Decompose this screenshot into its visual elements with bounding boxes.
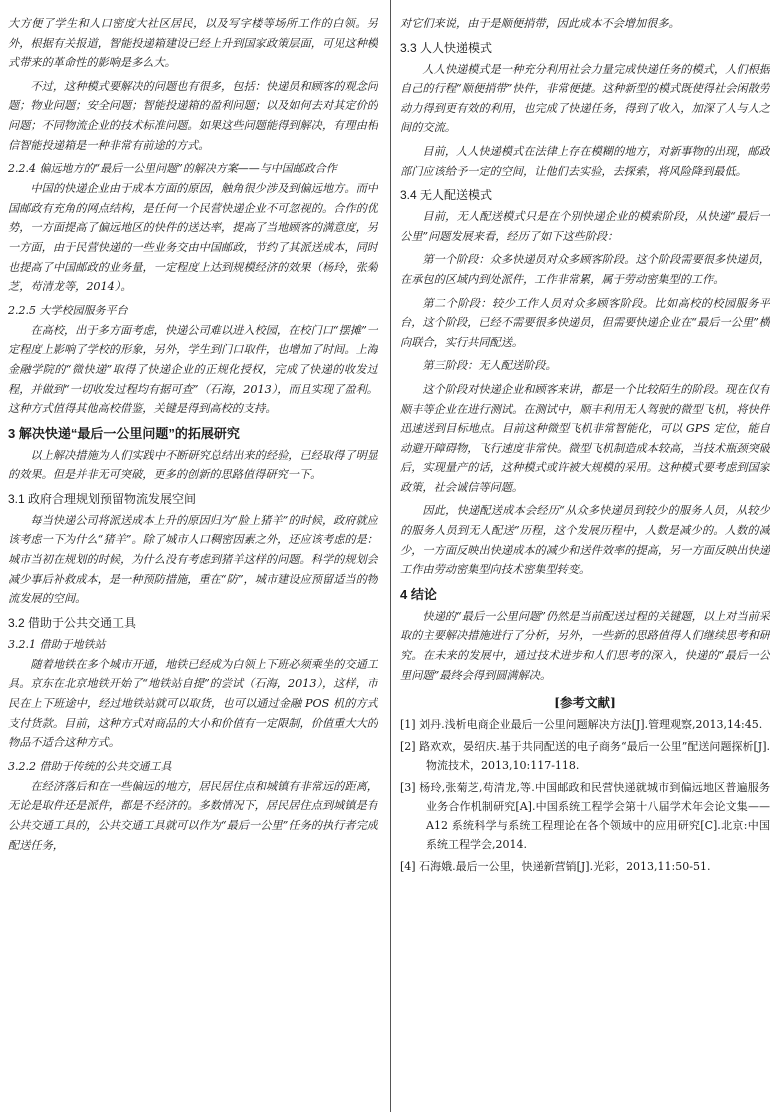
section-heading-3-3: 3.3 人人快递模式 (400, 40, 493, 55)
paragraph: 这个阶段对快递企业和顾客来讲，都是一个比较陌生的阶段。现在仅有顺丰等企业在进行测试。在测试中，顺丰利用无人驾驶的微型飞机，将快件迅速送到目标地点。目前这种微型飞机非常智能化，可以 GPS 定位，能自动避开障碍物，飞行速度非常快。微型飞机制造成本较高，当技术瓶颈突破后，实现量产的话，这种模式或许被大规模的采用。这种模式要考虑到国家政策，社会诚信等问题。 (400, 382, 770, 494)
paragraph: 快递的“最后一公里问题”仍然是当前配送过程的关键题，以上对当前采取的主要解决措施进行了分析，另外，一些新的思路值得人们继续思考和研究。在未来的发展中，通过技术进步和人们思考的深入，快递的“最后一公里问题”最终会得到圆满解决。 (400, 609, 770, 682)
paragraph: 人人快递模式是一种充分利用社会力量完成快递任务的模式，人们根据自己的行程“顺便捎带”快件，非常便捷。这种新型的模式既使得社会闲散劳动力得到更有效的利用，也完成了快递任务，得到了收入，加深了人与人之间的交流。 (400, 62, 770, 135)
paragraph: 目前，人人快递模式在法律上存在模糊的地方，对新事物的出现，邮政部门应该给予一定的空间，让他们去实验，去探索，将风险降到最低。 (400, 144, 770, 178)
paragraph: 大方便了学生和人口密度大社区居民，以及写字楼等场所工作的白领。另外，根据有关报道，智能投递箱建设已经上升到国家政策层面，可见这种模式带来的革命性的影响是多么大。 (8, 17, 378, 70)
paragraph: 以上解决措施为人们实践中不断研究总结出来的经验，已经取得了明显的效果。但是并非无可突破，更多的创新的思路值得研究一下。 (8, 448, 378, 482)
paragraph: 中国的快递企业由于成本方面的原因，触角很少涉及到偏远地方。而中国邮政有充角的网点结构，是任何一个民营快递企业不可忽视的。合作的优势，一方面提高了偏远地区的快件的送达率，提高了当地顾客的满意度，另一方面，由于民营快递的一些业务交由中国邮政，节约了其派送成本，同时也提高了中国邮政的业务量，一定程度上达到规模经济的效果（杨玲，张菊芝，苟清龙等，2014）。 (8, 182, 378, 294)
section-heading-3-1: 3.1 政府合理规划预留物流发展空间 (8, 491, 197, 506)
paragraph: 不过，这种模式要解决的问题也有很多，包括：快递员和顾客的观念问题；物业问题；安全问题；智能投递箱的盈利问题；以及如何去对其定价的问题；不同物流企业的技术标准问题。如果这些问题能得到解决，有理由相信智能投递箱是一种非常有前途的方式。 (8, 79, 378, 152)
section-heading-3-4: 3.4 无人配送模式 (400, 188, 493, 203)
section-heading-2-2-5: 2.2.5 大学校园服务平台 (8, 303, 128, 317)
right-column (400, 14, 770, 1106)
paragraph: 每当快递公司将派送成本上升的原因归为“脸上猪羊”的时候，政府就应该考虑一下为什么“猪羊”。除了城市人口稠密因素之外，还应该考虑的是：城市当初在规划的时候，为什么没有考虑到猪羊这样的问题。科学的规划会减少事后补救成本，是一种预防措施，重在“防”，城市建设应预留适当的物流发展的空间。 (8, 513, 378, 606)
reference-item: [4] 石海娥.最后一公里，快递新营销[J].光彩，2013,11:50-51. (400, 860, 711, 874)
reference-item: [2] 路欢欢，晏绍庆.基于共同配送的电子商务“最后一公里”配送问题探析[J].物流技术，2013,10:117-118. (400, 740, 770, 773)
paragraph: 随着地铁在多个城市开通，地铁已经成为白领上下班必须乘坐的交通工具。京东在北京地铁开始了“地铁站自提”的尝试（石海，2013），这样，市民在上下班途中，经过地铁站就可以取货，也可以通过金融 POS 机的方式支付货款。目前，这种方式对商品的大小和价值有一定限制，价值重大大的物品不适合这种方式。 (8, 657, 378, 750)
left-column (8, 14, 378, 1106)
reference-item: [3] 杨玲,张菊芝,苟清龙,等.中国邮政和民营快递就城市到偏远地区普遍服务业务合作机制研究[A].中国系统工程学会第十八届学术年会论文集——A12 系统科学与系统工程理论在各个领域中的应用研究[C].北京:中国系统工程学会,2014. (400, 781, 770, 852)
column-divider (390, 0, 391, 1112)
section-heading-3: 3 解决快递“最后一公里问题”的拓展研究 (8, 425, 240, 441)
paragraph: 第一个阶段：众多快递员对众多顾客阶段。这个阶段需要很多快递员，在承包的区域内到处派件，工作非常累，属于劳动密集型的工作。 (400, 253, 770, 286)
paragraph: 对它们来说，由于是顺便捎带，因此成本不会增加很多。 (400, 17, 680, 30)
section-heading-4: 4 结论 (400, 586, 437, 602)
section-heading-2-2-4: 2.2.4 偏远地方的“最后一公里问题”的解决方案——与中国邮政合作 (8, 162, 337, 176)
paragraph: 第二个阶段：较少工作人员对众多顾客阶段。比如高校的校园服务平台，这个阶段，已经不需要很多快递员，但需要快递企业在“最后一公里”横向联合，实行共同配送。 (400, 296, 770, 349)
section-heading-3-2: 3.2 借助于公共交通工具 (8, 615, 137, 630)
paragraph: 第三阶段：无人配送阶段。 (422, 359, 557, 373)
references-list (400, 715, 770, 876)
paragraph: 在经济落后和在一些偏远的地方，居民居住点和城镇有非常远的距离，无论是取件还是派件，都是不经济的。多数情况下，居民居住点到城镇是有公共交通工具的，公共交通工具就可以作为“最后一公里”任务的执行者完成配送任务， (8, 779, 378, 852)
paragraph: 在高校，出于多方面考虑，快递公司难以进入校园，在校门口“摆摊”一定程度上影响了学校的形象，另外，学生到门口取件，也增加了时间。上海金融学院的“微快递”取得了快递企业的正规化授权，完成了快递的收发过程，并做到“一切收发过程均有据可查”（石海，2013），而且实现了盈利。这种方式值得其他高校借鉴，关键是得到高校的支持。 (8, 323, 378, 416)
reference-item: [1] 刘丹.浅析电商企业最后一公里问题解决方法[J].管理观察,2013,14:45. (400, 718, 763, 732)
section-heading-3-2-2: 3.2.2 借助于传统的公共交通工具 (8, 759, 172, 773)
paragraph: 目前，无人配送模式只是在个别快递企业的模索阶段，从快递“最后一公里”问题发展来看，经历了如下这些阶段： (400, 210, 770, 243)
section-heading-3-2-1: 3.2.1 借助于地铁站 (8, 637, 106, 651)
references-title: [参考文献] (554, 695, 616, 711)
paragraph: 因此，快递配送成本会经历“从众多快递员到较少的服务人员，从较少的服务人员到无人配送”历程，这个发展历程中，人数是减少的。人数的减少，一方面反映出快递成本的减少和送件效率的提高，另一方面反映出快递工作由劳动密集型向技术密集型转变。 (400, 504, 770, 577)
